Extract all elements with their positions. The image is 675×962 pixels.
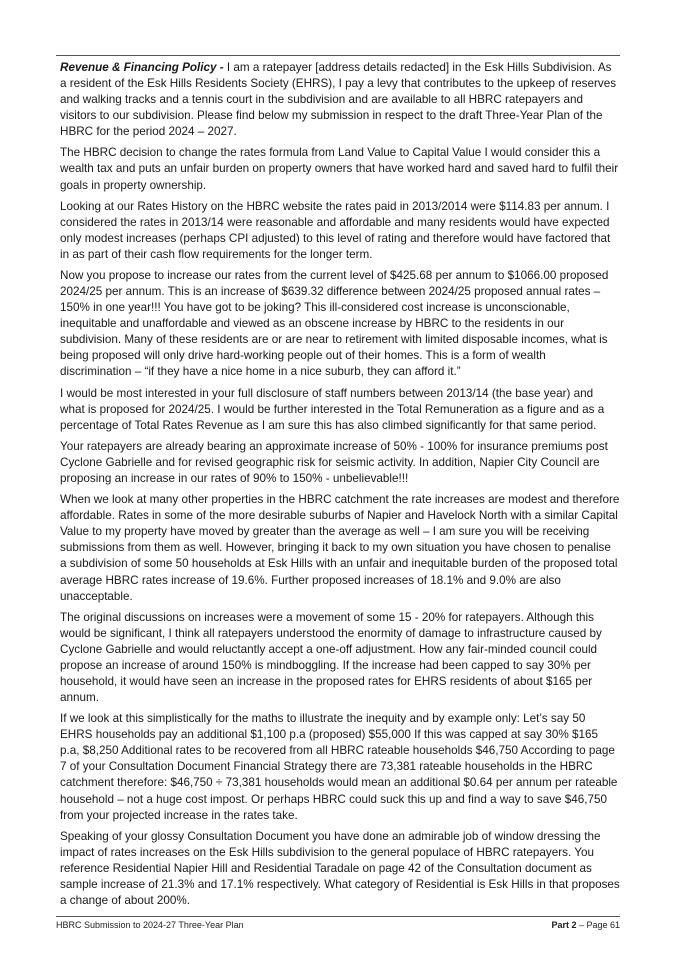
paragraph-other-properties: When we look at many other properties in the HBRC catchment the rate increases are modest and therefore affordable. Rates in some of the more desirable suburbs of Napier and Havelock North with a similar Capital Value to my property have moved by greater than the average as well – I am sure you will be receiving submissions from them as well. However, bringing it back to my own situation you have chosen to penalise a subdivision of some 50 households at Esk Hills with an unfair and inequitable burden of the proposed total average HBRC rates increase of 19.6%. Further proposed increases of 18.1% and 9.0% are also unacceptable. bbox=[60, 493, 620, 603]
paragraph-maths-example: If we look at this simplistically for the maths to illustrate the inequity and by example only: Let’s say 50 EHRS households pay an additional $1,100 p.a (proposed) $55,000 If this was capped at say 30% $165 p.a, $8,250 Additional rates to be recovered from all HBRC rateable households $46,750 According to page 7 of your Consultation Document Financial Strategy there are 73,381 rateable households in the HBRC catchment therefore: $46,750 ÷ 73,381 households would mean an additional $0.64 per annum per rateable household – not a huge cost impost. Or perhaps HBRC could suck this up and find a way to save $46,750 from your projected increase in the rates take. bbox=[60, 712, 618, 822]
paragraph-lead: Revenue & Financing Policy - bbox=[60, 61, 227, 74]
paragraph-text: I am a ratepayer [address details redacted] in the Esk Hills Subdivision. As a resident of the Esk Hills Residents Society (EHRS), I pay a levy that contributes to the upkeep of reserves and walking tracks and a tennis court in the subdivision and are available to all HBRC ratepayers and visitors to our subdivision. Please find below my submission in respect to the draft Three-Year Plan of the HBRC for the period 2024 – 2027. bbox=[60, 61, 617, 139]
footer-part: Part 2 bbox=[551, 920, 577, 930]
footer-document-title: HBRC Submission to 2024-27 Three-Year Plan bbox=[56, 920, 244, 930]
document-page bbox=[56, 55, 620, 917]
footer-page-number bbox=[551, 920, 620, 930]
bottom-rule bbox=[56, 916, 620, 917]
paragraph-revenue-policy bbox=[60, 60, 620, 140]
paragraph-consultation-document: Speaking of your glossy Consultation Document you have done an admirable job of window dressing the impact of rates increases on the Esk Hills subdivision to the general populace of HBRC ratepayers. You reference Residential Napier Hill and Residential Taradale on page 42 of the Consultation document as sample increase of 21.3% and 17.1% respectively. What category of Residential is Esk Hills in that proposes a change of about 200%. bbox=[60, 829, 620, 907]
paragraph-proposed-increase: Now you propose to increase our rates from the current level of $425.68 per annum to $1066.00 proposed 2024/25 per annum. This is an increase of $639.32 difference between 2024/25 proposed annual rates – 150% in one year!!! You have got to be joking? This ill-considered cost increase is unconscionable, inequitable and unaffordable and viewed as an obscene increase by HBRC to the residents in our subdivision. Many of these residents are or are near to retirement with limited disposable incomes, what is being proposed will only drive hard-working people out of their homes. This is a form of wealth discrimination – “if they have a nice home in a nice suburb, they can afford it.” bbox=[60, 269, 609, 379]
footer-page: – Page 61 bbox=[576, 920, 620, 930]
paragraph-insurance: Your ratepayers are already bearing an approximate increase of 50% - 100% for insurance premiums post Cyclone Gabrielle and for revised geographic risk for seismic activity. In addition, Napier City Council are proposing an increase in our rates of 90% to 150% - unbelievable!!! bbox=[60, 439, 608, 486]
paragraph-rates-formula: The HBRC decision to change the rates formula from Land Value to Capital Value I would consider this a wealth tax and puts an unfair burden on property owners that have worked hard and saved hard to fulfil their goals in property ownership. bbox=[60, 146, 619, 192]
paragraph-original-discussions: The original discussions on increases were a movement of some 15 - 20% for ratepayers. Although this would be significant, I think all ratepayers understood the enormity of damage to infrastructure caused by Cyclone Gabrielle and would reluctantly accept a one-off adjustment. How any fair-minded council could propose an increase of around 150% is mindboggling. If the increase had been capped to say 30% per household, it would have seen an increase in the proposed rates for EHRS residents of about $165 per annum. bbox=[60, 610, 602, 705]
paragraph-rates-history: Looking at our Rates History on the HBRC website the rates paid in 2013/2014 were $114.83 per annum. I considered the rates in 2013/14 were reasonable and affordable and many residents would have expected only modest increases (perhaps CPI adjusted) to this level of rating and therefore would have factored that in as part of their cash flow requirements for the longer term. bbox=[60, 199, 611, 261]
submission-body bbox=[56, 56, 620, 916]
paragraph-staff-numbers: I would be most interested in your full disclosure of staff numbers between 2013/14 (the base year) and what is proposed for 2024/25. I would be further interested in the Total Remuneration as a figure and as a percentage of Total Rates Revenue as I am sure this has also climbed significantly for that same period. bbox=[60, 386, 605, 432]
